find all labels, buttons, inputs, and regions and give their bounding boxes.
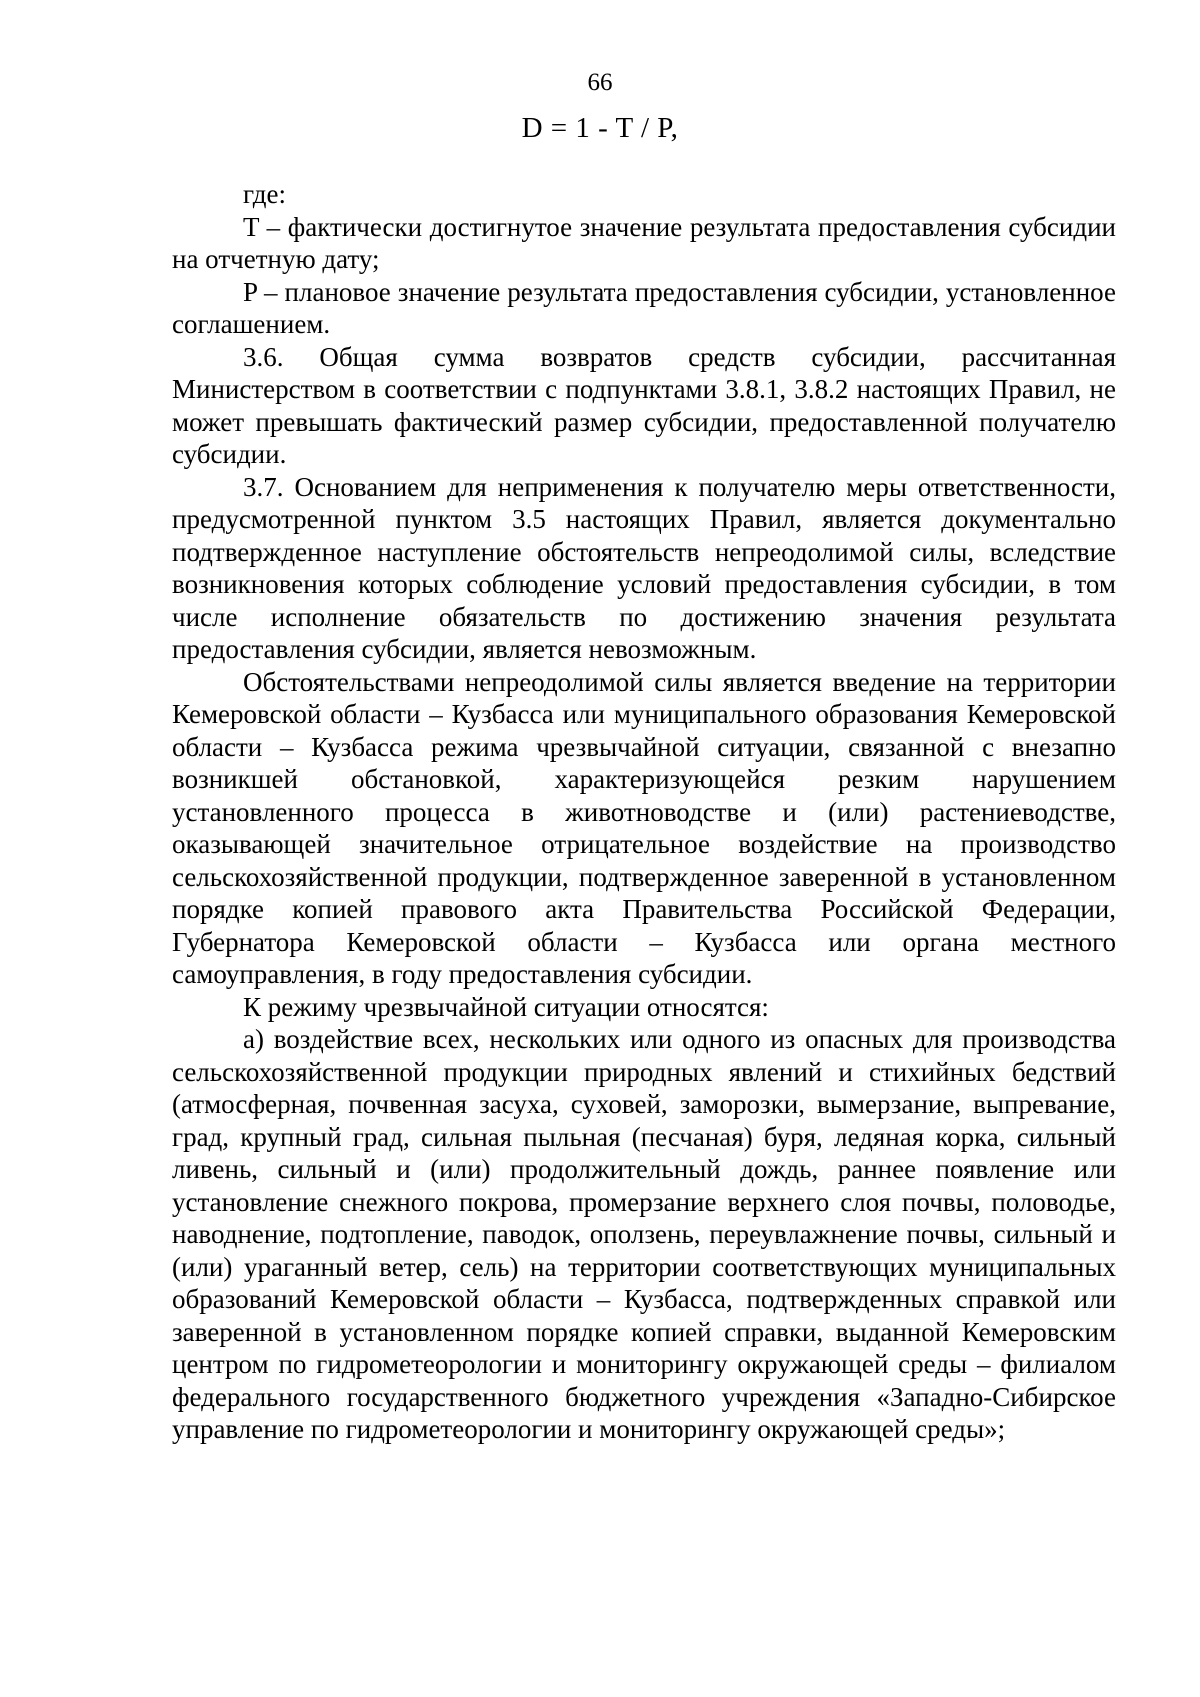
paragraph-where: где: <box>243 179 286 209</box>
page-number: 66 <box>587 69 613 96</box>
paragraph-item-a: а) воздействие всех, нескольких или одного из опасных для производства сельскохозяйственной продукции природных явлений и стихийных бедствий (атмосферная, почвенная засуха, суховей, заморозки, вымерзание, выпревание, град, крупный град, сильная пыльная (песчаная) буря, ледяная корка, сильный ливень, сильный и (или) продолжительный дождь, раннее появление или установление снежного покрова, промерзание верхнего слоя почвы, половодье, наводнение, подтопление, паводок, оползень, переувлажнение почвы, сильный и (или) ураганный ветер, сель) на территории соответствующих муниципальных образований Кемеровской области – Кузбасса, подтвержденных справкой или заверенной в установленном порядке копией справки, выданной Кемеровским центром по гидрометеорологии и мониторингу окружающей среды – филиалом федерального государственного бюджетного учреждения «Западно-Сибирское управление по гидрометеорологии и мониторингу окружающей среды»; <box>172 1024 1116 1444</box>
paragraph-3-6: 3.6. Общая сумма возвратов средств субсидии, рассчитанная Министерством в соответствии с подпунктами 3.8.1, 3.8.2 настоящих Правил, не может превышать фактический размер субсидии, предоставленной получателю субсидии. <box>172 341 1116 469</box>
formula: D = 1 - T / P, <box>521 112 679 144</box>
paragraph-emergency-regime: К режиму чрезвычайной ситуации относятся: <box>243 991 769 1022</box>
paragraph-t-definition: T – фактически достигнутое значение результата предоставления субсидии на отчетную дату; <box>172 211 1116 274</box>
paragraph-force-majeure: Обстоятельствами непреодолимой силы является введение на территории Кемеровской области – Кузбасса или муниципального образования Кемеровской области – Кузбасса режима чрезвычайной ситуации, связанной с внезапно возникшей обстановкой, характеризующейся резким нарушением установленного процесса в животноводстве и (или) растениеводстве, оказывающей значительное отрицательное воздействие на производство сельскохозяйственной продукции, подтвержденное заверенной в установленном порядке копией правового акта Правительства Российской Федерации, Губернатора Кемеровской области – Кузбасса или органа местного самоуправления, в году предоставления субсидии. <box>172 666 1116 989</box>
document-body <box>172 178 1116 1446</box>
paragraph-p-definition: P – плановое значение результата предоставления субсидии, установленное соглашением. <box>172 276 1116 339</box>
paragraph-3-7: 3.7. Основанием для неприменения к получателю меры ответственности, предусмотренной пунктом 3.5 настоящих Правил, является документально подтвержденное наступление обстоятельств непреодолимой силы, вследствие возникновения которых соблюдение условий предоставления субсидии, в том числе исполнение обязательств по достижению значения результата предоставления субсидии, является невозможным. <box>172 471 1116 664</box>
